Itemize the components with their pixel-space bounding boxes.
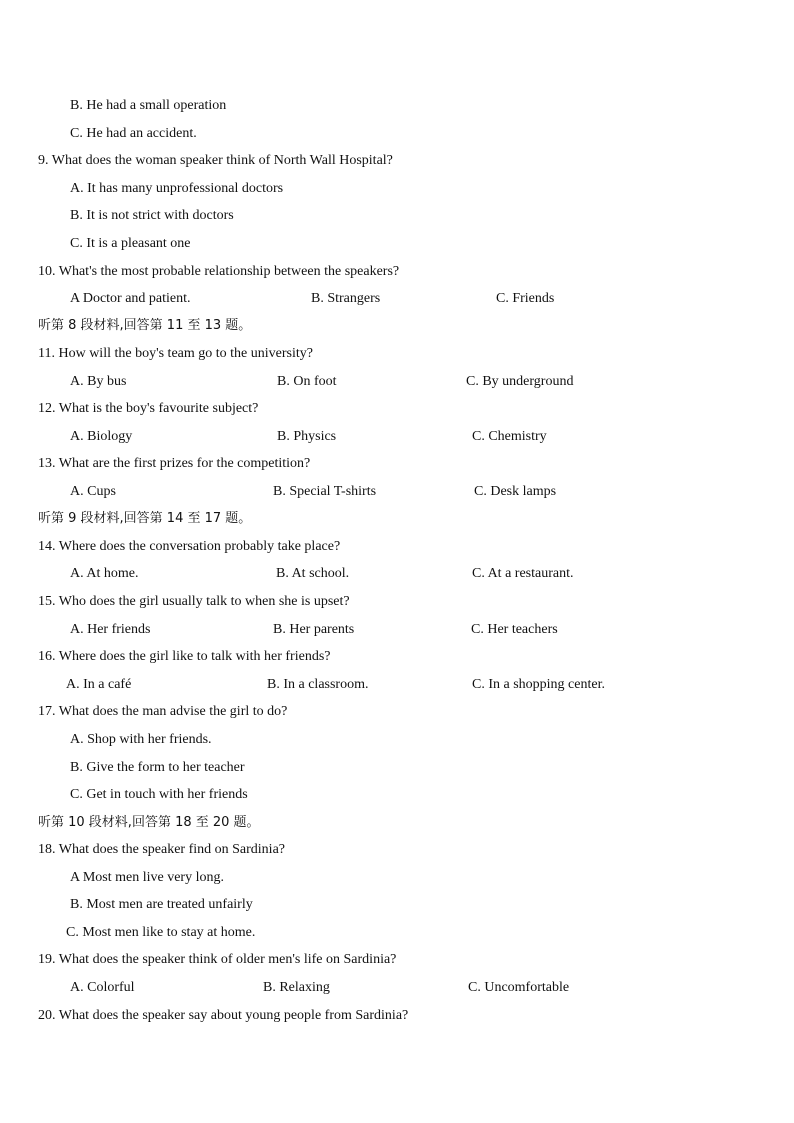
q16-option-c: C. In a shopping center.: [472, 677, 605, 692]
q9-option-c: C. It is a pleasant one: [70, 236, 191, 251]
q12-option-b: B. Physics: [277, 429, 337, 444]
q13-option-a: A. Cups: [70, 484, 116, 499]
q10-option-b: B. Strangers: [311, 291, 381, 306]
question-9: 9. What does the woman speaker think of North Wall Hospital?: [38, 153, 393, 168]
q8-option-b: B. He had a small operation: [70, 98, 227, 113]
q18-option-b: B. Most men are treated unfairly: [70, 897, 253, 912]
q9-option-a: A. It has many unprofessional doctors: [70, 181, 284, 196]
q13-option-c: C. Desk lamps: [474, 484, 557, 499]
question-16: 16. Where does the girl like to talk with her friends?: [38, 649, 331, 664]
q13-option-b: B. Special T-shirts: [273, 484, 377, 499]
q19-option-b: B. Relaxing: [263, 980, 330, 995]
q17-option-b: B. Give the form to her teacher: [70, 760, 245, 775]
q16-option-a: A. In a café: [66, 677, 132, 692]
question-11: 11. How will the boy's team go to the university?: [38, 346, 313, 361]
q17-option-a: A. Shop with her friends.: [70, 732, 212, 747]
question-17: 17. What does the man advise the girl to do?: [38, 704, 288, 719]
q14-option-a: A. At home.: [70, 566, 139, 581]
q11-option-b: B. On foot: [277, 374, 337, 389]
q14-option-b: B. At school.: [276, 566, 350, 581]
section-10-heading: 听第 10 段材料,回答第 18 至 20 题。: [38, 815, 260, 830]
question-13: 13. What are the first prizes for the competition?: [38, 456, 311, 471]
question-20: 20. What does the speaker say about young people from Sardinia?: [38, 1008, 409, 1023]
q9-option-b: B. It is not strict with doctors: [70, 208, 234, 223]
q15-option-a: A. Her friends: [70, 622, 151, 637]
q19-option-c: C. Uncomfortable: [468, 980, 570, 995]
q12-option-a: A. Biology: [70, 429, 133, 444]
q15-option-c: C. Her teachers: [471, 622, 558, 637]
question-19: 19. What does the speaker think of older men's life on Sardinia?: [38, 952, 397, 967]
q14-option-c: C. At a restaurant.: [472, 566, 574, 581]
q12-option-c: C. Chemistry: [472, 429, 547, 444]
q10-option-a: A Doctor and patient.: [70, 291, 191, 306]
question-14: 14. Where does the conversation probably take place?: [38, 539, 341, 554]
q17-option-c: C. Get in touch with her friends: [70, 787, 248, 802]
q19-option-a: A. Colorful: [70, 980, 135, 995]
q15-option-b: B. Her parents: [273, 622, 355, 637]
question-15: 15. Who does the girl usually talk to when she is upset?: [38, 594, 350, 609]
section-9-heading: 听第 9 段材料,回答第 14 至 17 题。: [38, 511, 252, 526]
q11-option-a: A. By bus: [70, 374, 127, 389]
q18-option-c: C. Most men like to stay at home.: [66, 925, 256, 940]
question-18: 18. What does the speaker find on Sardinia?: [38, 842, 286, 857]
question-12: 12. What is the boy's favourite subject?: [38, 401, 259, 416]
q10-option-c: C. Friends: [496, 291, 555, 306]
question-10: 10. What's the most probable relationship between the speakers?: [38, 264, 400, 279]
q11-option-c: C. By underground: [466, 374, 574, 389]
q8-option-c: C. He had an accident.: [70, 126, 197, 141]
section-8-heading: 听第 8 段材料,回答第 11 至 13 题。: [38, 318, 252, 333]
q16-option-b: B. In a classroom.: [267, 677, 369, 692]
q18-option-a: A Most men live very long.: [70, 870, 224, 885]
